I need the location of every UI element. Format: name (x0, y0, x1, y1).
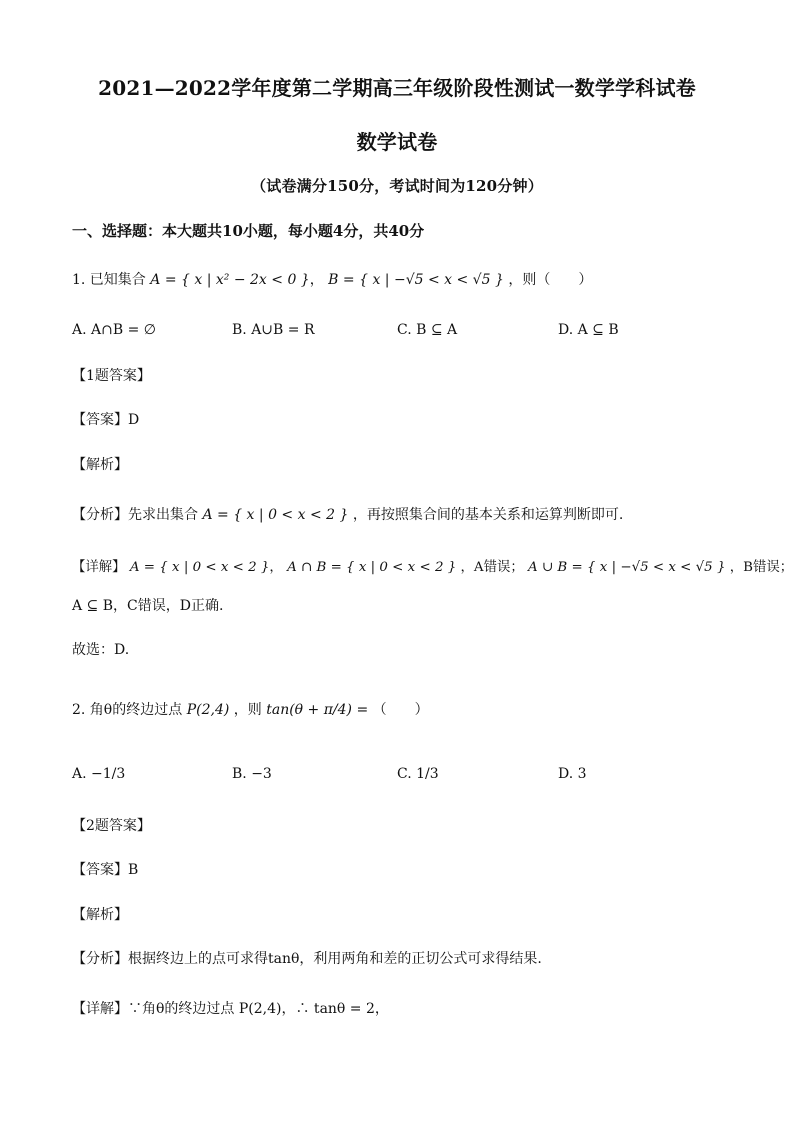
q2-lead: 2. 角θ的终边过点 (72, 702, 183, 718)
exam-note: （试卷满分150分，考试时间为120分钟） (251, 177, 543, 195)
exam-subtitle: 数学试卷 (356, 130, 438, 154)
q2-fenxi: 【分析】根据终边上的点可求得tanθ，利用两角和差的正切公式可求得结果. (72, 951, 542, 967)
q1-choice: 故选：D. (72, 642, 130, 658)
q2-option-a: A. −1/3 (72, 766, 126, 782)
q2-tail: （ ） (372, 702, 429, 718)
q1-lead: 1. 已知集合 (72, 272, 146, 288)
q2-analysis-label: 【解析】 (72, 907, 128, 923)
q1-detail-union: A ∪ B = { x | −√5 < x < √5 } (528, 560, 726, 575)
q1-fenxi-prefix: 【分析】先求出集合 (72, 507, 198, 523)
section-heading: 一、选择题：本大题共10小题，每小题4分，共40分 (72, 222, 425, 240)
q1-detail-prefix: 【详解】 (72, 560, 126, 575)
q1-option-a: A. A∩B = ∅ (72, 322, 156, 338)
q1-set-a: A = { x | x² − 2x < 0 } (150, 272, 310, 288)
q1-detail-a: A = { x | 0 < x < 2 } (129, 560, 270, 575)
q1-fenxi-tail: ，再按照集合间的基本关系和运算判断即可. (352, 507, 624, 523)
q2-answer: 【答案】B (72, 862, 139, 878)
q2-answer-header: 【2题答案】 (72, 818, 151, 834)
q1-detail-inter: A ∩ B = { x | 0 < x < 2 } (287, 560, 457, 575)
q1-stem: 1. 已知集合 A = { x | x² − 2x < 0 }， B = { x | −√5 < x < √5 } ，则（ ） (72, 272, 593, 288)
q1-fenxi-set: A = { x | 0 < x < 2 } (202, 507, 349, 523)
q1-detail-a-wrong: ，A错误； (460, 560, 524, 575)
exam-title: 2021—2022学年度第二学期高三年级阶段性测试一数学学科试卷 (98, 76, 696, 100)
q1-answer-header: 【1题答案】 (72, 368, 151, 384)
q2-expr: tan(θ + π/4) = (266, 702, 369, 718)
q1-fenxi (72, 505, 623, 525)
q2-then: ，则 (233, 702, 262, 718)
q2-point: P(2,4) (186, 702, 230, 718)
q1-detail: 【详解】 A = { x | 0 < x < 2 }， A ∩ B = { x | 0 < x < 2 } ，A错误； A ∪ B = { x | −√5 < x < √5 } ，B错误； (72, 560, 794, 575)
q1-option-c: C. B ⊆ A (397, 322, 458, 338)
q2-detail: 【详解】∵角θ的终边过点 P(2,4)，∴ tanθ = 2， (72, 1001, 389, 1017)
q2-stem (72, 700, 429, 720)
q1-option-b: B. A∪B = R (232, 322, 315, 338)
q1-set-b: B = { x | −√5 < x < √5 } (328, 272, 504, 288)
q1-analysis-label: 【解析】 (72, 457, 128, 473)
q2-option-d: D. 3 (558, 766, 587, 782)
q1-detail-b-wrong: ，B错误； (729, 560, 794, 575)
q1-option-d: D. A ⊆ B (558, 322, 619, 338)
q2-option-c: C. 1/3 (397, 766, 439, 782)
q2-option-b: B. −3 (232, 766, 272, 782)
q1-detail-line2: A ⊆ B，C错误，D正确. (72, 598, 224, 614)
q1-tail: ，则（ ） (508, 272, 593, 288)
q1-answer: 【答案】D (72, 412, 140, 428)
